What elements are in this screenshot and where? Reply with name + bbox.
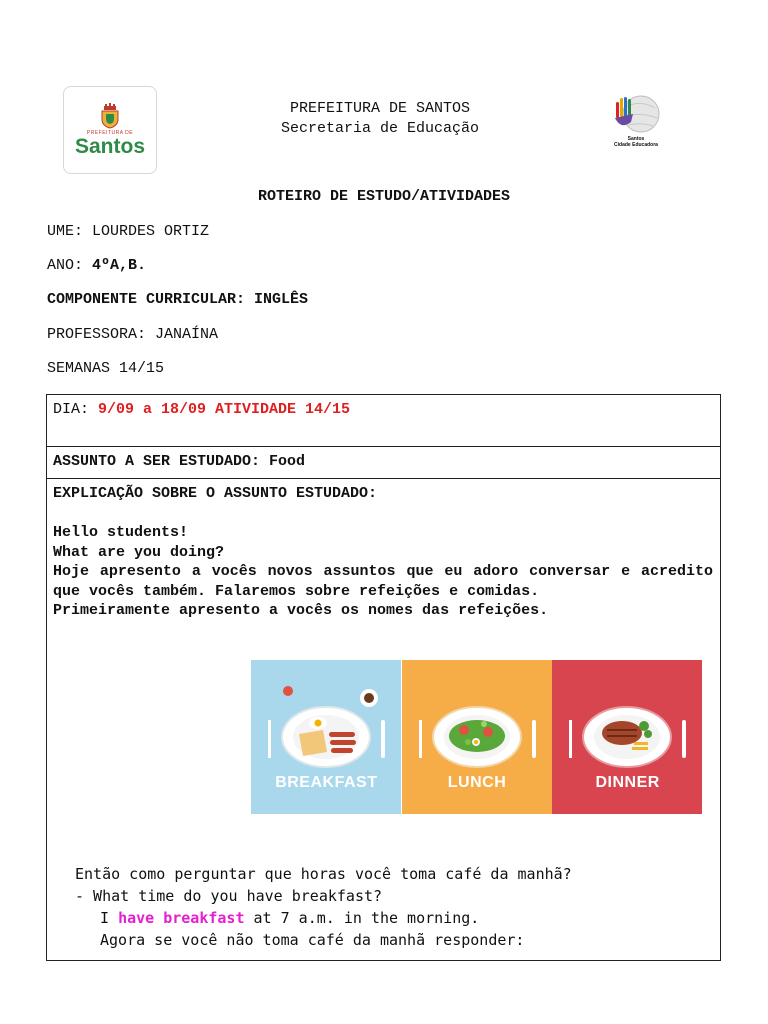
explicacao-cell — [46, 478, 721, 961]
hand-globe-icon — [605, 92, 667, 136]
crest-icon — [97, 103, 123, 129]
explicacao-title: EXPLICAÇÃO SOBRE O ASSUNTO ESTUDADO: — [53, 485, 378, 502]
dia-value: 9/09 a 18/09 ATIVIDADE 14/15 — [98, 401, 351, 418]
meal-breakfast — [251, 660, 402, 814]
page-title: ROTEIRO DE ESTUDO/ATIVIDADES — [257, 188, 511, 205]
meal-dinner — [552, 660, 703, 814]
lunch-label: LUNCH — [447, 774, 507, 791]
next-line: Agora se você não toma café da manhã responder: — [100, 931, 525, 949]
logo-prefix: PREFEITURA DE — [86, 129, 134, 136]
assunto-cell — [46, 446, 721, 479]
breakfast-label: BREAKFAST — [275, 774, 378, 791]
ume-line: UME: LOURDES ORTIZ — [47, 223, 210, 240]
answer-highlight: have breakfast — [118, 909, 245, 927]
answer-pre: I — [100, 909, 119, 927]
ano-line — [47, 257, 146, 274]
logo-right-line2: Cidade Educadora — [614, 142, 658, 148]
greeting-2: What are you doing? — [53, 543, 225, 561]
answer-line — [100, 909, 479, 927]
intro-paragraph: Hoje apresento a vocês novos assuntos que eu adoro conversar e acredito que vocês também. Falaremos sobre refeições e comidas. — [53, 563, 713, 600]
logo-right-line1: Santos — [627, 136, 645, 142]
dia-label: DIA: — [53, 401, 99, 418]
intro-paragraph-2: Primeiramente apresento a vocês os nomes das refeições. — [53, 602, 549, 619]
prefeitura-santos-logo — [63, 86, 157, 174]
ano-value: 4ºA,B. — [92, 257, 147, 274]
header-line2: Secretaria de Educação — [280, 120, 480, 137]
cidade-educadora-logo — [605, 92, 667, 152]
logo-name: Santos — [74, 134, 145, 158]
explicacao-body — [53, 523, 713, 621]
ano-label: ANO: — [47, 257, 93, 274]
professora-line: PROFESSORA: JANAÍNA — [47, 326, 219, 343]
answer-post: at 7 a.m. in the morning. — [244, 909, 480, 927]
dia-text — [53, 401, 350, 418]
assunto-text: ASSUNTO A SER ESTUDADO: Food — [53, 453, 306, 470]
semanas-line: SEMANAS 14/15 — [47, 360, 165, 377]
greeting-1: Hello students! — [53, 524, 189, 541]
question-pt: Então como perguntar que horas você toma café da manhã? — [75, 865, 572, 883]
question-en: - What time do you have breakfast? — [75, 887, 383, 905]
dia-cell — [46, 394, 721, 447]
meal-lunch — [402, 660, 553, 814]
componente-line: COMPONENTE CURRICULAR: INGLÊS — [47, 291, 309, 308]
header-line1: PREFEITURA DE SANTOS — [289, 100, 471, 117]
dinner-label: DINNER — [595, 774, 660, 791]
meals-image — [251, 660, 703, 814]
